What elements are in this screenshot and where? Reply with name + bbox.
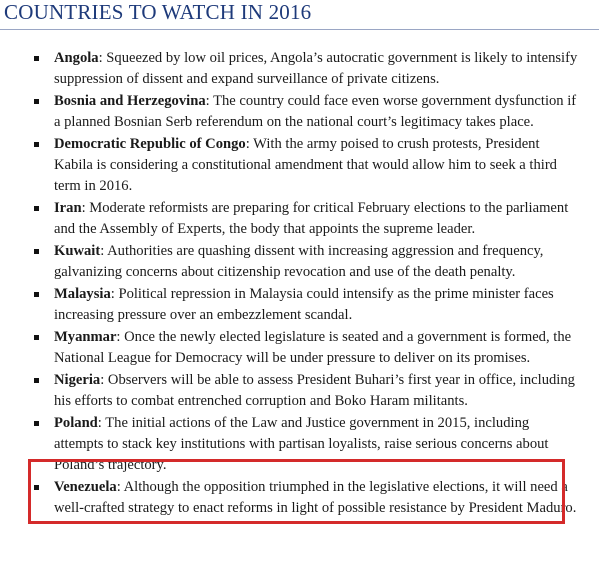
bullet-icon <box>34 378 39 383</box>
bullet-icon <box>34 292 39 297</box>
list-item-iran <box>34 198 582 240</box>
country-description: : Political repression in Malaysia could intensify as the prime minister faces increasing pressure over an embezzlement scandal. <box>54 286 554 323</box>
country-name: Kuwait <box>54 243 101 259</box>
bullet-icon <box>34 99 39 104</box>
country-name: Iran <box>54 200 82 216</box>
country-name: Myanmar <box>54 329 117 345</box>
country-description: : The initial actions of the Law and Justice government in 2015, including attempts to stack key institutions with partisan loyalists, raise serious concerns about Poland’s trajectory. <box>54 415 549 473</box>
list-item-angola <box>34 48 582 90</box>
list-item-drc <box>34 134 582 197</box>
country-description: : With the army poised to crush protests, President Kabila is considering a constitutional amendment that would allow him to seek a third term in 2016. <box>54 136 557 194</box>
country-name: Malaysia <box>54 286 111 302</box>
list-item-malaysia <box>34 284 582 326</box>
country-name: Democratic Republic of Congo <box>54 136 246 152</box>
country-description: : Once the newly elected legislature is seated and a government is formed, the National League for Democracy will be under pressure to deliver on its promises. <box>54 329 572 366</box>
country-name: Nigeria <box>54 372 101 388</box>
country-description: : Moderate reformists are preparing for critical February elections to the parliament and the Assembly of Experts, the body that appoints the supreme leader. <box>54 200 569 237</box>
country-description: : Observers will be able to assess President Buhari’s first year in office, including his efforts to combat entrenched corruption and Boko Haram militants. <box>54 372 575 409</box>
country-name: Bosnia and Herzegovina <box>54 93 206 109</box>
country-name: Poland <box>54 415 98 431</box>
list-item-myanmar <box>34 327 582 369</box>
bullet-icon <box>34 249 39 254</box>
country-name: Venezuela <box>54 479 117 495</box>
country-description: : Squeezed by low oil prices, Angola’s autocratic government is likely to intensify suppression of dissent and expand surveillance of private citizens. <box>54 50 578 87</box>
country-description: : Although the opposition triumphed in the legislative elections, it will need a well-crafted strategy to enact reforms in light of possible resistance by President Maduro. <box>54 479 577 516</box>
list-item-nigeria <box>34 370 582 412</box>
bullet-icon <box>34 56 39 61</box>
country-name: Angola <box>54 50 99 66</box>
bullet-icon <box>34 206 39 211</box>
poland-highlight-box <box>28 459 565 524</box>
bullet-icon <box>34 421 39 426</box>
list-item-kuwait <box>34 241 582 283</box>
country-list <box>34 48 582 520</box>
heading-divider <box>0 29 599 30</box>
bullet-icon <box>34 335 39 340</box>
page-title: COUNTRIES TO WATCH IN 2016 <box>4 0 312 24</box>
bullet-icon <box>34 142 39 147</box>
country-description: : Authorities are quashing dissent with increasing aggression and frequency, galvanizing concerns about citizenship revocation and use of the death penalty. <box>54 243 544 280</box>
list-item-bosnia <box>34 91 582 133</box>
country-description: : The country could face even worse government dysfunction if a planned Bosnian Serb referendum on the national court’s legitimacy takes place. <box>54 93 577 130</box>
